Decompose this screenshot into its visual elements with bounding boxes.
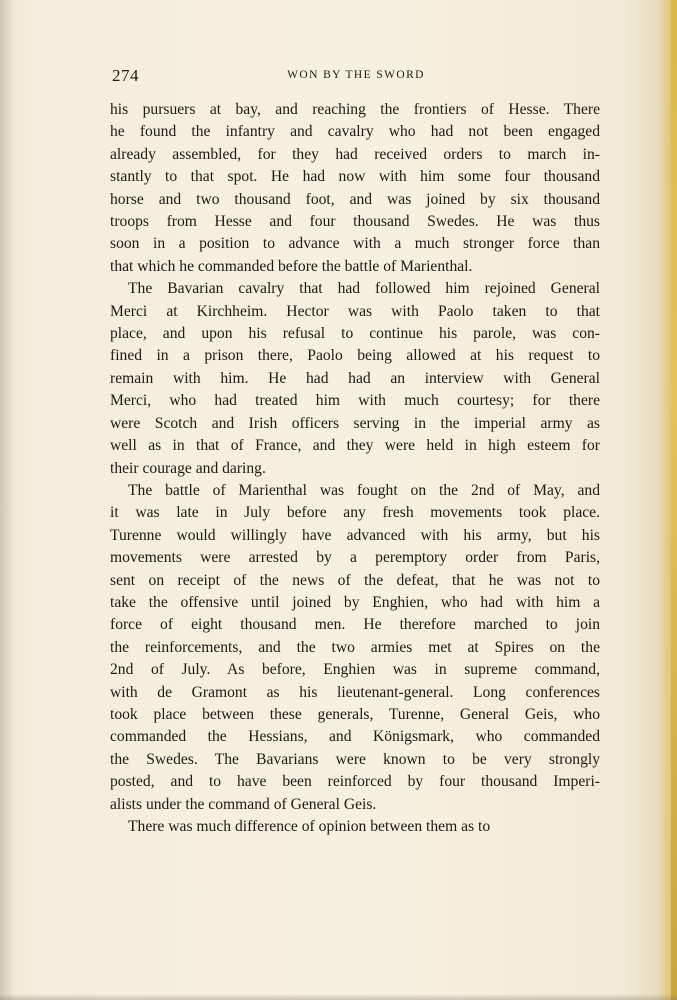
text-line: 2nd of July. As before, Enghien was in supreme command,: [110, 661, 600, 679]
text-line: well as in that of France, and they were held in high esteem for: [110, 437, 600, 455]
text-line: troops from Hesse and four thousand Swedes. He was thus: [110, 213, 600, 231]
text-line: commanded the Hessians, and Königsmark, who commanded: [110, 728, 600, 746]
text-line: posted, and to have been reinforced by four thousand Imperi-: [110, 773, 600, 791]
text-line: stantly to that spot. He had now with him some four thousand: [110, 168, 600, 186]
text-line: alists under the command of General Geis.: [110, 795, 377, 813]
page-header: [112, 66, 600, 86]
paragraph: [110, 278, 600, 480]
text-line: it was late in July before any fresh movements took place.: [110, 504, 600, 522]
text-line: The battle of Marienthal was fought on the 2nd of May, and: [128, 481, 600, 499]
paragraph: [110, 816, 600, 838]
text-line: remain with him. He had had an interview with General: [110, 369, 600, 387]
text-line: his pursuers at bay, and reaching the frontiers of Hesse. There: [110, 101, 600, 118]
text-line: There was much difference of opinion between them as to: [128, 818, 491, 835]
text-line: the Swedes. The Bavarians were known to be very strongly: [110, 750, 600, 768]
text-line: Merci, who had treated him with much courtesy; for there: [110, 392, 600, 410]
body-text: [110, 99, 600, 838]
paragraph: [110, 480, 600, 816]
page-number: 274: [112, 66, 139, 85]
text-line: the reinforcements, and the two armies met at Spires on the: [110, 638, 600, 656]
page-edge: [671, 0, 677, 1000]
paragraph: [110, 99, 600, 278]
text-line: with de Gramont as his lieutenant-general. Long conferences: [110, 683, 600, 701]
text-line: Turenne would willingly have advanced with his army, but his: [110, 526, 600, 544]
text-line: Merci at Kirchheim. Hector was with Paolo taken to that: [110, 302, 600, 320]
text-line: movements were arrested by a peremptory order from Paris,: [110, 549, 600, 567]
text-line: take the offensive until joined by Enghien, who had with him a: [110, 593, 600, 611]
page-bottom-edge: [0, 994, 677, 1000]
text-line: sent on receipt of the news of the defeat, that he was not to: [110, 571, 600, 589]
text-line: took place between these generals, Turenne, General Geis, who: [110, 705, 600, 723]
text-line: fined in a prison there, Paolo being allowed at his request to: [110, 347, 600, 365]
text-line: soon in a position to advance with a much stronger force than: [110, 235, 600, 253]
text-line: force of eight thousand men. He therefore marched to join: [110, 616, 600, 634]
running-title: WON BY THE SWORD: [287, 69, 425, 81]
text-line: were Scotch and Irish officers serving in the imperial army as: [110, 414, 600, 432]
text-line: their courage and daring.: [110, 459, 266, 477]
text-line: already assembled, for they had received orders to march in-: [110, 145, 600, 163]
text-line: The Bavarian cavalry that had followed him rejoined General: [128, 280, 600, 298]
text-line: that which he commanded before the battle of Marienthal.: [110, 257, 473, 275]
text-line: horse and two thousand foot, and was joined by six thousand: [110, 190, 600, 208]
page-gutter-shadow: [0, 0, 14, 1000]
text-line: he found the infantry and cavalry who had not been engaged: [110, 123, 600, 141]
text-line: place, and upon his refusal to continue his parole, was con-: [110, 325, 600, 343]
